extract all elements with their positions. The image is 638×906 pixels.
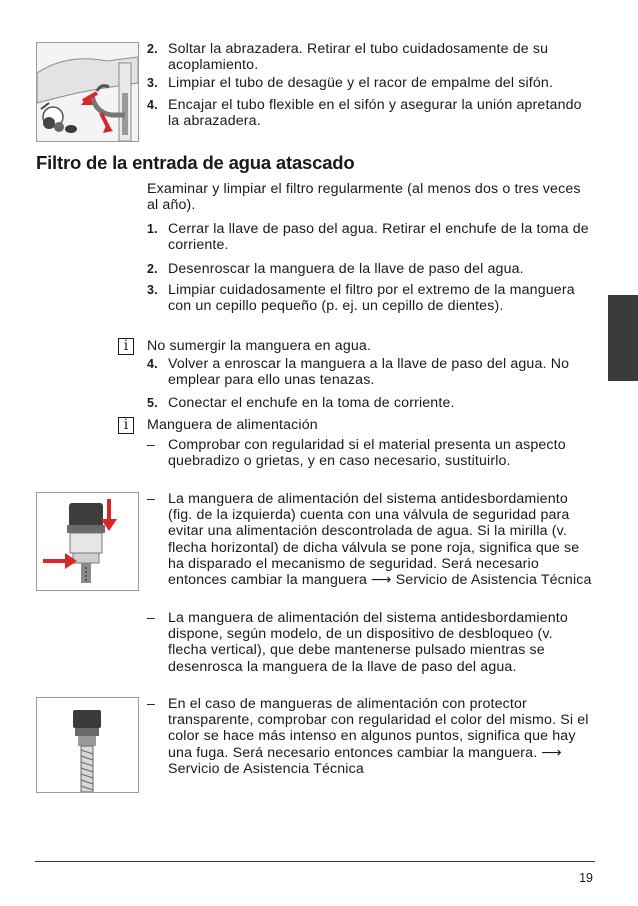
bullet-text: La manguera de alimentación del sistema antidesbordamiento (fig. de la izquierda) cuenta con una válvula de seguridad para evitar una alimentación descontrolada de agua. Si la mirilla (v. flecha horizontal) de dicha válvula se pone roja, significa que se ha disparado el mecanismo de seguridad. Será necesario entonces cambiar la manguera	[168, 491, 580, 589]
step-text: Encajar el tubo flexible en el sifón y asegurar la unión apretando la abrazadera.	[168, 97, 582, 130]
step-number: 1.	[147, 222, 158, 236]
arrow-right-icon: ⟶	[371, 572, 392, 589]
step-text: Soltar la abrazadera. Retirar el tubo cuidadosamente de su acoplamiento.	[168, 41, 549, 74]
bullet-item	[147, 437, 595, 469]
dash-marker: –	[147, 491, 156, 507]
step-item	[147, 97, 595, 129]
bullet-text: En el caso de mangueras de alimentación con protector transparente, comprobar con regularidad el color del mismo. Si el color se hace más intenso en algunos puntos, significa que hay una fuga. Será necesario entonces cambiar la manguera.	[168, 696, 589, 761]
bullet-item	[147, 610, 595, 675]
bullet-item	[147, 491, 595, 588]
siphon-figure	[36, 42, 139, 142]
step-item	[147, 282, 595, 314]
dash-marker: –	[147, 696, 156, 712]
step-number: 5.	[147, 396, 158, 410]
footer-divider	[35, 861, 595, 862]
bullet-text: La manguera de alimentación del sistema antidesbordamiento dispone, según modelo, de un dispositivo de desbloqueo (v. flecha vertical), que debe mantenerse pulsado mientras se desenrosca la manguera de la llave de paso del agua.	[168, 610, 568, 675]
step-number: 4.	[147, 357, 158, 371]
aquastop-hose-figure	[36, 492, 139, 591]
service-reference: Servicio de Asistencia Técnica	[168, 760, 364, 777]
step-text: Cerrar la llave de paso del agua. Retirar el enchufe de la toma de corriente.	[168, 221, 589, 254]
step-item	[147, 395, 595, 411]
step-number: 3.	[147, 76, 158, 90]
bullet-text: Comprobar con regularidad si el material presenta un aspecto quebradizo o grietas, y en caso necesario, sustituirlo.	[168, 437, 566, 470]
step-text: Volver a enroscar la manguera a la llave de paso del agua. No emplear para ello unas tenazas.	[168, 356, 570, 389]
info-icon: i	[118, 417, 134, 434]
step-text: Conectar el enchufe en la toma de corriente.	[168, 395, 455, 411]
step-item	[147, 41, 595, 73]
step-item	[147, 356, 595, 388]
step-text: Desenroscar la manguera de la llave de paso del agua.	[168, 261, 524, 277]
section-heading: Filtro de la entrada de agua atascado	[36, 152, 355, 173]
bullet-item	[147, 696, 595, 777]
step-text: Limpiar cuidadosamente el filtro por el extremo de la manguera con un cepillo pequeño (p. ej. un cepillo de dientes).	[168, 282, 575, 315]
dash-marker: –	[147, 610, 156, 626]
step-number: 4.	[147, 98, 158, 112]
chapter-tab	[608, 295, 638, 381]
intro-paragraph: Examinar y limpiar el filtro regularmente (al menos dos o tres veces al año).	[147, 181, 581, 214]
step-number: 3.	[147, 283, 158, 297]
service-reference: Servicio de Asistencia Técnica	[395, 572, 592, 589]
step-text: Limpiar el tubo de desagüe y el racor de empalme del sifón.	[168, 75, 554, 91]
dash-marker: –	[147, 437, 156, 453]
protected-hose-figure	[36, 697, 139, 793]
step-number: 2.	[147, 42, 158, 56]
page-number: 19	[579, 871, 593, 885]
step-item	[147, 75, 595, 91]
arrow-right-icon: ⟶	[541, 744, 562, 761]
step-item	[147, 261, 595, 277]
info-icon: i	[118, 338, 134, 355]
step-item	[147, 221, 595, 253]
step-number: 2.	[147, 262, 158, 276]
note-text: Manguera de alimentación	[147, 417, 318, 433]
note-text: No sumergir la manguera en agua.	[147, 338, 372, 354]
